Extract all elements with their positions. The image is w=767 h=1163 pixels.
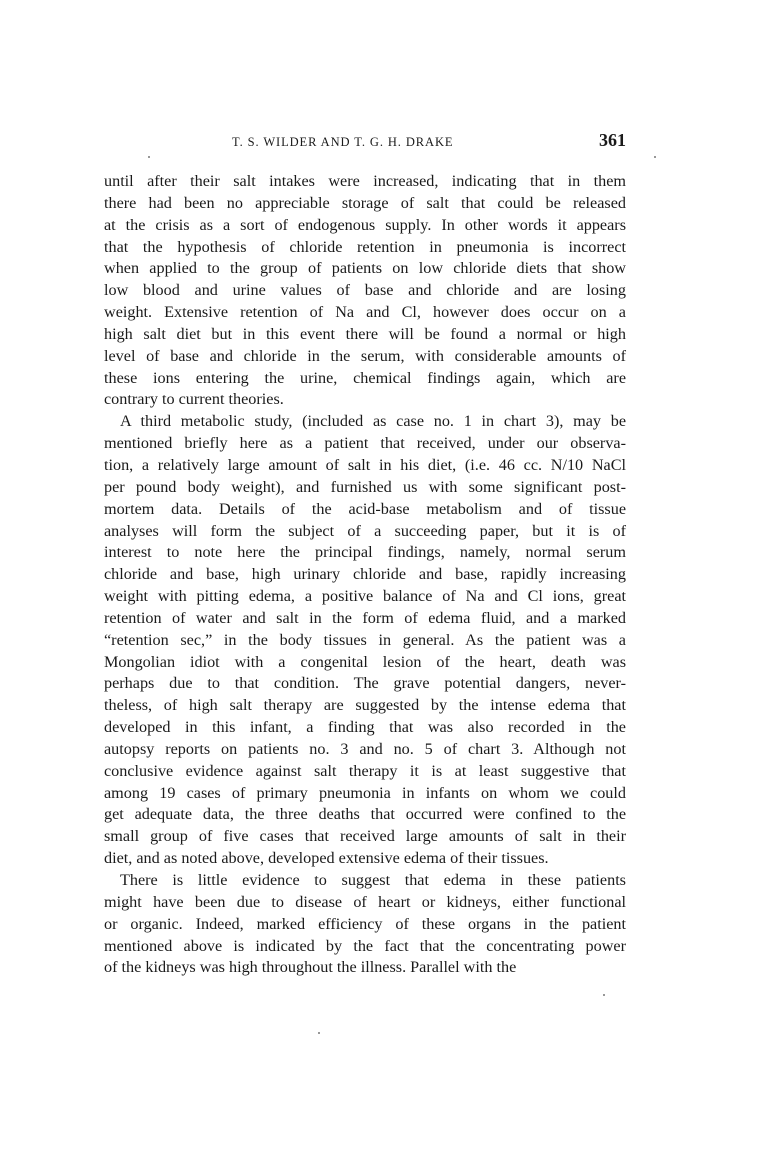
paragraph	[104, 870, 626, 979]
text-line: tion, a relatively large amount of salt in his diet, (i.e. 46 cc. N/10 NaCl	[104, 455, 626, 474]
text-line: among 19 cases of primary pneumonia in infants on whom we could	[104, 783, 626, 802]
text-line: conclusive evidence against salt therapy it is at least suggestive that	[104, 761, 626, 780]
running-title: T. S. WILDER AND T. G. H. DRAKE	[232, 135, 454, 149]
text-line: chloride and base, high urinary chloride and base, rapidly increasing	[104, 565, 626, 584]
text-line: might have been due to disease of heart or kidneys, either functional	[104, 892, 626, 911]
text-line: developed in this infant, a finding that was also recorded in the	[104, 718, 626, 737]
text-line: low blood and urine values of base and chloride and are losing	[104, 281, 626, 300]
paragraph	[104, 171, 626, 411]
text-line: until after their salt intakes were increased, indicating that in them	[104, 172, 626, 190]
text-line: mentioned above is indicated by the fact that the concentrating power	[104, 936, 626, 955]
text-line: interest to note here the principal findings, namely, normal serum	[104, 543, 626, 562]
text-line: mortem data. Details of the acid-base metabolism and of tissue	[104, 499, 626, 518]
text-line: There is little evidence to suggest that edema in these patients	[120, 871, 626, 889]
text-line: A third metabolic study, (included as case no. 1 in chart 3), may be	[120, 412, 626, 431]
text-line: retention of water and salt in the form of edema fluid, and a marked	[104, 608, 626, 627]
scan-speck	[654, 156, 656, 158]
body-text	[104, 171, 626, 979]
scan-speck	[603, 994, 605, 996]
scan-speck	[318, 1032, 320, 1034]
text-line: weight. Extensive retention of Na and Cl, however does occur on a	[104, 303, 626, 322]
scan-speck	[148, 156, 150, 158]
text-line: perhaps due to that condition. The grave potential dangers, never-	[104, 674, 626, 693]
text-line: mentioned briefly here as a patient that received, under our observa-	[104, 434, 626, 453]
text-line: contrary to current theories.	[104, 390, 284, 409]
text-line: these ions entering the urine, chemical findings again, which are	[104, 368, 626, 387]
text-line: analyses will form the subject of a succeeding paper, but it is of	[104, 521, 626, 540]
text-line: diet, and as noted above, developed extensive edema of their tissues.	[104, 849, 549, 868]
page-number: 361	[599, 130, 626, 150]
text-line: high salt diet but in this event there will be found a normal or high	[104, 324, 626, 343]
text-line: per pound body weight), and furnished us with some significant post-	[104, 477, 626, 496]
text-line: small group of five cases that received large amounts of salt in their	[104, 827, 626, 846]
paragraph	[104, 411, 626, 870]
text-line: “retention sec,” in the body tissues in general. As the patient was a	[104, 630, 626, 649]
text-line: weight with pitting edema, a positive balance of Na and Cl ions, great	[104, 587, 626, 606]
text-line: of the kidneys was high throughout the illness. Parallel with the	[104, 958, 517, 977]
text-line: or organic. Indeed, marked efficiency of these organs in the patient	[104, 914, 626, 933]
text-line: when applied to the group of patients on low chloride diets that show	[104, 259, 626, 278]
text-line: Mongolian idiot with a congenital lesion of the heart, death was	[104, 652, 626, 671]
text-line: level of base and chloride in the serum, with considerable amounts of	[104, 346, 626, 365]
text-line: autopsy reports on patients no. 3 and no. 5 of chart 3. Although not	[104, 739, 626, 758]
text-line: get adequate data, the three deaths that occurred were confined to the	[104, 805, 626, 824]
text-line: at the crisis as a sort of endogenous supply. In other words it appears	[104, 215, 626, 234]
running-head	[104, 132, 626, 154]
text-line: theless, of high salt therapy are suggested by the intense edema that	[104, 696, 626, 715]
text-line: that the hypothesis of chloride retention in pneumonia is incorrect	[104, 237, 626, 256]
text-line: there had been no appreciable storage of salt that could be released	[104, 193, 626, 212]
